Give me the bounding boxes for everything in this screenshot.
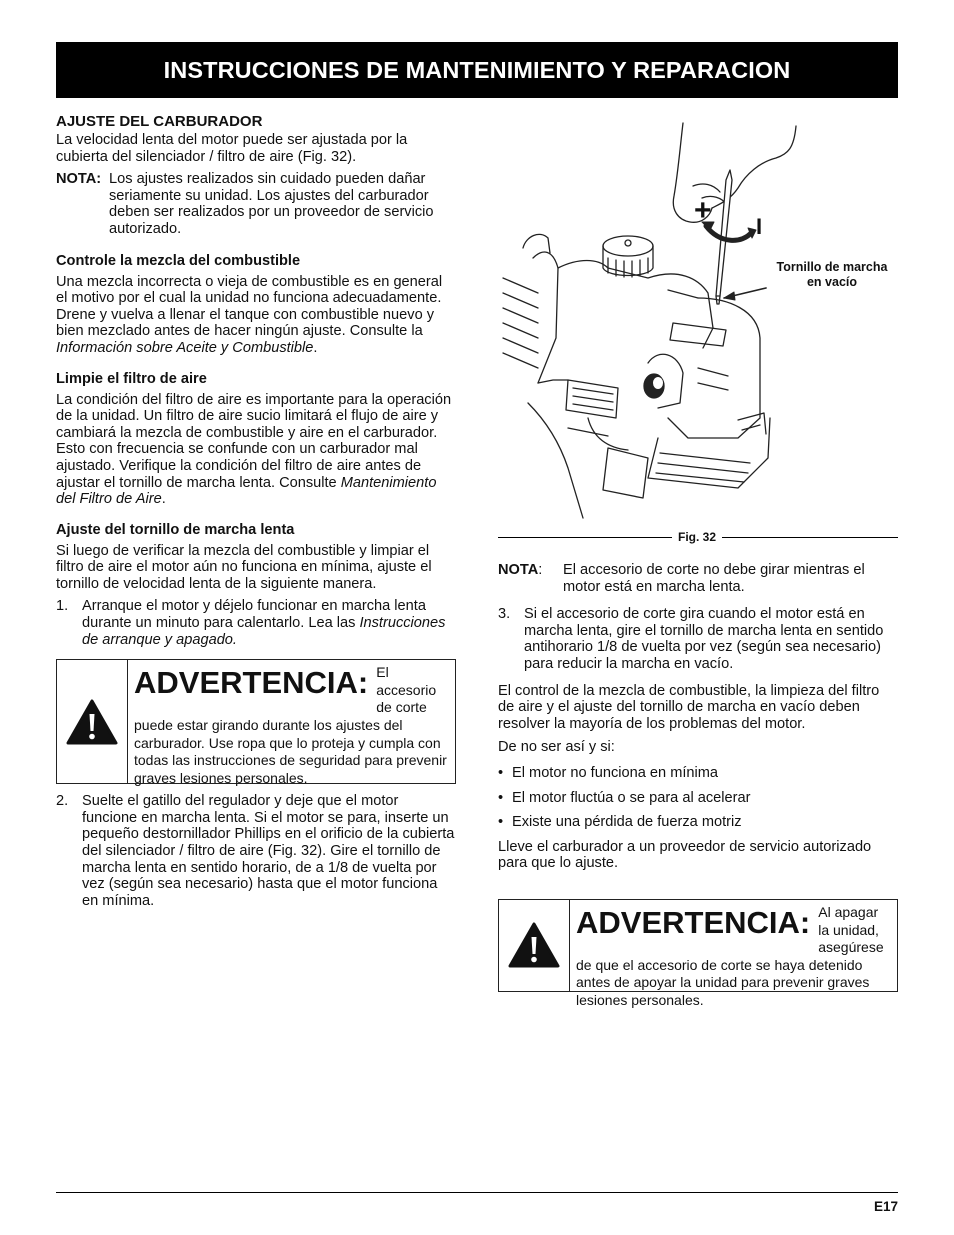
step-1-body: Arranque el motor y déjelo funcionar en marcha lenta durante un minuto para calentarlo. Lea las — [82, 598, 426, 632]
bullet-mark: • — [498, 764, 504, 781]
nota-label-right-colon: : — [538, 562, 543, 578]
step-3-text: Si el accesorio de corte gira cuando el motor está en marcha lenta, gire el tornillo de marcha lenta en sentido antihorario 1/8 de vuelta por vez (según sea necesario) para reducir la marcha en vacío. — [524, 606, 884, 672]
step-1-reference: Instrucciones de arranque y apagado. — [82, 615, 446, 648]
warning-triangle-icon — [508, 921, 560, 969]
warning-icon-cell — [57, 660, 128, 783]
nota-label-right — [498, 562, 563, 595]
nota-text-right: El accesorio de corte no debe girar mientras el motor está en marcha lenta. — [563, 562, 865, 595]
warning-body-1 — [128, 660, 455, 786]
footer-rule — [56, 1192, 898, 1193]
bullet-text: El motor fluctúa o se para al acelerar — [512, 789, 751, 806]
mix-end: . — [313, 339, 318, 356]
warning-icon-cell — [499, 900, 570, 991]
step-1-number: 1. — [56, 598, 69, 615]
bullet-mark: • — [498, 814, 504, 831]
step-1 — [56, 598, 456, 648]
if-not-paragraph: De no ser así y si: — [498, 739, 615, 756]
closing-paragraph: Lleve el carburador a un proveedor de servicio autorizado para que lo ajuste. — [498, 838, 872, 872]
summary-paragraph: El control de la mezcla de combustible, la limpieza del filtro de aire y el ajuste del tornillo de marcha en vacío deben resolver la mayoría de los problemas del motor. — [498, 682, 880, 732]
figure-caption: Fig. 32 — [672, 529, 722, 545]
nota-text: Los ajustes realizados sin cuidado pueden dañar seriamente su unidad. Los ajustes del carburador deben ser realizados por un proveedor de servicio autorizado. — [109, 171, 434, 237]
step-3 — [498, 606, 898, 672]
section-title: AJUSTE DEL CARBURADOR — [56, 113, 263, 130]
idle-paragraph: Si luego de verificar la mezcla del combustible y limpiar el filtro de aire el motor aún no funciona en mínima, ajuste el tornillo de velocidad lenta de la siguiente manera. — [56, 542, 432, 592]
mix-reference: Información sobre Aceite y Combustible — [56, 339, 314, 356]
page-number: E17 — [873, 1199, 898, 1214]
filter-paragraph — [56, 392, 456, 508]
filter-text: La condición del filtro de aire es importante para la operación de la unidad. Un filtro de aire sucio limitará el flujo de aire y cambiará la mezcla de combustible y aire en el carburador. Esto con frecuencia se confunde con un carburador mal ajustado. Verifique la condición del filtro de aire antes de ajustar el tornillo de marcha lenta. Consulte — [56, 391, 452, 491]
figure-callout-label: Tornillo de marcha en vacío — [776, 260, 888, 289]
warning-triangle-icon — [66, 698, 118, 746]
warning-body-2 — [570, 900, 897, 1008]
section-header: INSTRUCCIONES DE MANTENIMIENTO Y REPARACION — [56, 42, 898, 98]
warning-text-2: Al apagar la unidad, asegúrese de que el accesorio de corte se haya detenido antes de apoyar la unidad para prevenir graves lesiones personales. — [576, 903, 884, 1008]
left-column — [56, 112, 456, 909]
warning-title-1: ADVERTENCIA: — [134, 665, 369, 701]
bullet-text: El motor no funciona en mínima — [512, 764, 719, 781]
nota-block — [56, 171, 456, 237]
mix-text: Una mezcla incorrecta o vieja de combustible es en general el motivo por el cual la unidad no funciona adecuadamente. Drene y vuelva a llenar el tanque con combustible nuevo y bien mezclado antes de hacer ningún ajuste. Consulte la — [56, 273, 443, 340]
step-2-number: 2. — [56, 793, 69, 810]
filter-end: . — [161, 491, 166, 508]
step-2-text: Suelte el gatillo del regulador y deje que el motor funcione en marcha lenta. Si el motor se para, inserte un pequeño destornillador Phillips en el orificio de la cubierta del silenciador / filtro de aire (Fig. 32). Gire el tornillo de marcha lenta en sentido horario, de a 1/8 de vuelta por vez (según sea necesario) hasta que el motor funciona en mínima. — [82, 793, 455, 909]
nota-label-right-word: NOTA — [498, 562, 539, 578]
bullet-text: Existe una pérdida de fuerza motriz — [512, 814, 742, 831]
filter-reference: Mantenimiento del Filtro de Aire — [56, 474, 437, 508]
idle-heading: Ajuste del tornillo de marcha lenta — [56, 521, 295, 538]
nota-block-right — [498, 562, 898, 595]
warning-box-1 — [56, 659, 456, 784]
figure-32-illustration — [498, 118, 898, 528]
step-2 — [56, 793, 456, 909]
mix-heading: Controle la mezcla del combustible — [56, 252, 301, 269]
bullet-mark: • — [498, 789, 504, 806]
step-1-text — [82, 598, 456, 648]
mix-paragraph — [56, 274, 456, 357]
increase-sign: + — [694, 194, 712, 227]
right-column — [498, 562, 898, 1008]
intro-paragraph: La velocidad lenta del motor puede ser ajustada por la cubierta del silenciador / filtro de aire (Fig. 32). — [56, 132, 408, 165]
bullet-item — [498, 790, 898, 807]
warning-text-1: El accesorio de corte puede estar girando durante los ajustes del carburador. Use ropa que lo proteja y cumpla con todas las instrucciones de seguridad para prevenir graves lesiones personales. — [134, 664, 447, 786]
warning-box-2 — [498, 899, 898, 1008]
warning-title-2: ADVERTENCIA: — [576, 904, 811, 940]
nota-label: NOTA: — [56, 171, 102, 188]
trimmer-engine-drawing — [498, 118, 898, 528]
bullet-item — [498, 814, 898, 831]
bullet-item — [498, 765, 898, 782]
filter-heading: Limpie el filtro de aire — [56, 370, 207, 387]
step-3-number: 3. — [498, 606, 511, 623]
decrease-sign: I — [756, 214, 763, 239]
